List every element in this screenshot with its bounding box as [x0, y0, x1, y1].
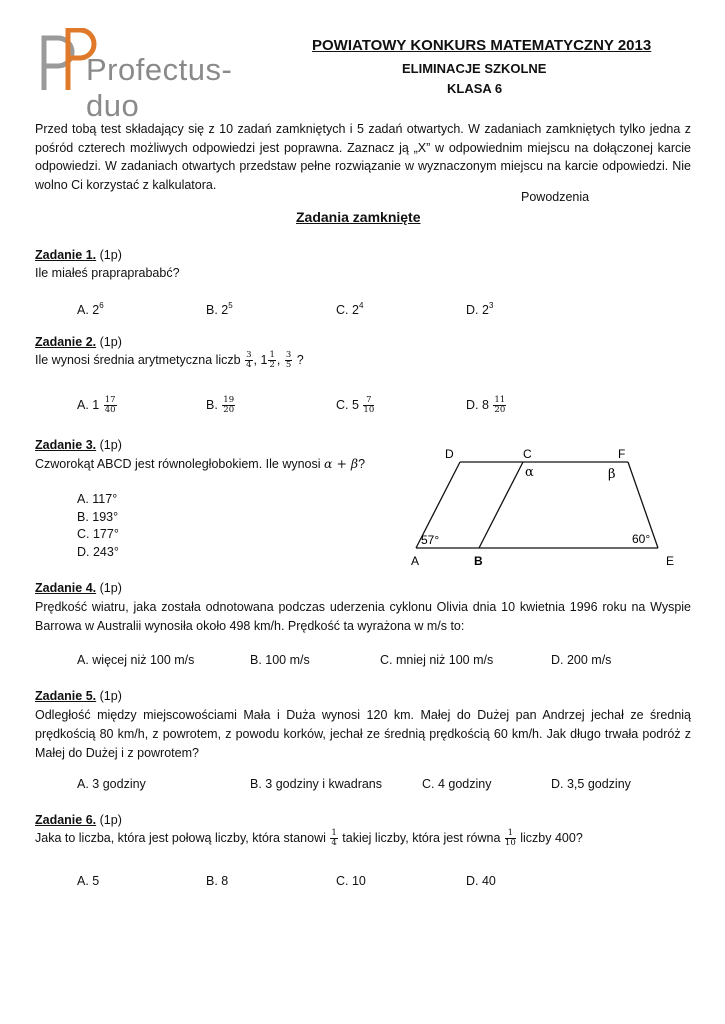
task6-question: Jaka to liczba, która jest połową liczby, która stanowi $\frac{1}{4}$ takiej liczby, która jest równa $\frac{1}{10}$ liczby 400? — [35, 828, 583, 848]
task2-option-b[interactable]: B. $\frac{19}{20}$ — [206, 395, 235, 415]
task5-points: (1p) — [99, 689, 122, 703]
task6-option-a[interactable]: A. 5 — [77, 874, 100, 888]
task3-label: Zadanie 3. — [35, 438, 97, 452]
task2-points: (1p) — [99, 335, 122, 349]
parallelogram-figure — [404, 443, 689, 573]
task4-question: Prędkość wiatru, jaka została odnotowana podczas uderzenia cyklonu Olivia dnia 10 kwietnia 1996 roku na Wyspie Barrowa w Australii wynosiła około 498 km/h. Prędkość ta wyrażona w m/s to: — [35, 600, 691, 633]
task5-question: Odległość między miejscowościami Mała i Duża wynosi 120 km. Małej do Dużej pan Andrzej jechał ze średnią prędkością 80 km/h, z powrotem, z powodu korków, jechał ze średnią prędkością 60 km/h. Jak długo trwała podróż z Małej do Dużej i z powrotem? — [35, 708, 691, 760]
page-title: POWIATOWY KONKURS MATEMATYCZNY 2013 — [312, 37, 652, 54]
label-angle-57: 57° — [421, 533, 440, 547]
task1-title — [35, 248, 122, 262]
task4-option-b[interactable]: B. 100 m/s — [250, 653, 310, 667]
label-d: D — [445, 447, 454, 461]
task5-option-a[interactable]: A. 3 godziny — [77, 777, 146, 791]
label-b: B — [474, 554, 483, 568]
logo — [38, 28, 268, 123]
task2-option-d[interactable]: D. 8 $\frac{11}{20}$ — [466, 395, 506, 415]
task1-option-c[interactable]: C. $2^4$ — [336, 301, 364, 317]
task1-question: Ile miałeś prapraprababć? — [35, 266, 180, 280]
task6-option-d[interactable]: D. 40 — [466, 874, 496, 888]
task3-title — [35, 438, 122, 452]
task2-fraction-1: $\frac{3}{4}$ — [246, 350, 252, 370]
intro-text: Przed tobą test składający się z 10 zadań zamkniętych i 5 zadań otwartych. W zadaniach zamkniętych tylko jedna z pośród czterech możliwych odpowiedzi jest poprawna. Zaznacz ją „X” w odpowiednim miejscu na dołączonej karcie odpowiedzi. W zadaniach otwartych przedstaw pełne rozwiązanie w wyznaczonym miejscu na karcie odpowiedzi. Nie wolno Ci korzystać z kalkulatora. — [35, 122, 691, 192]
task5-label: Zadanie 5. — [35, 689, 97, 703]
task3-option-c[interactable]: C. 177° — [77, 527, 119, 541]
task6-title — [35, 813, 122, 827]
task6-option-c[interactable]: C. 10 — [336, 874, 366, 888]
label-angle-60: 60° — [632, 532, 651, 546]
task4-points: (1p) — [99, 581, 122, 595]
page-subtitle: ELIMINACJE SZKOLNE — [402, 61, 547, 76]
logo-text: Profectus-duo — [86, 52, 233, 123]
label-beta: β — [608, 467, 616, 482]
task3-option-d[interactable]: D. 243° — [77, 545, 119, 559]
label-f: F — [618, 447, 626, 461]
task6-label: Zadanie 6. — [35, 813, 97, 827]
task6-option-b[interactable]: B. 8 — [206, 874, 229, 888]
task3-points: (1p) — [99, 438, 122, 452]
task1-points: (1p) — [99, 248, 122, 262]
task5-option-d[interactable]: D. 3,5 godziny — [551, 777, 631, 791]
task4-label: Zadanie 4. — [35, 581, 97, 595]
task4-option-c[interactable]: C. mniej niż 100 m/s — [380, 653, 494, 667]
task2-option-c[interactable]: C. 5 $\frac{7}{10}$ — [336, 395, 375, 415]
label-a: A — [411, 554, 420, 568]
task1-label: Zadanie 1. — [35, 248, 97, 262]
class-label: KLASA 6 — [447, 81, 503, 96]
good-luck: Powodzenia — [521, 190, 590, 204]
task1-option-d[interactable]: D. $2^3$ — [466, 301, 494, 317]
label-c: C — [523, 447, 532, 461]
task5-title — [35, 689, 122, 703]
task3-question: Czworokąt ABCD jest równoległobokiem. Ile wynosi α + β? — [35, 456, 366, 471]
task4-option-a[interactable]: A. więcej niż 100 m/s — [77, 653, 195, 667]
section-title: Zadania zamknięte — [296, 209, 421, 225]
task3-option-a[interactable]: A. 117° — [77, 492, 118, 506]
task5-option-c[interactable]: C. 4 godziny — [422, 777, 492, 791]
task2-label: Zadanie 2. — [35, 335, 97, 349]
task1-option-a[interactable]: A. $2^6$ — [77, 301, 104, 317]
task4-title — [35, 581, 122, 595]
task3-option-b[interactable]: B. 193° — [77, 510, 119, 524]
task2-title — [35, 335, 122, 349]
edge-cb — [479, 462, 523, 548]
label-alpha: α — [525, 465, 534, 480]
task2-question: Ile wynosi średnia arytmetyczna liczb $\frac{3}{4}$ , 1 $\frac{1}{2}$ , $\frac{3}{5}$ ? — [35, 350, 304, 370]
task2-option-a[interactable]: A. 1 $\frac{17}{40}$ — [77, 395, 116, 415]
task2-fraction-2: $\frac{1}{2}$ — [269, 350, 275, 370]
task5-option-b[interactable]: B. 3 godziny i kwadrans — [250, 777, 383, 791]
task6-points: (1p) — [99, 813, 122, 827]
label-e: E — [666, 554, 675, 568]
task6-fraction-1: $\frac{1}{4}$ — [331, 828, 337, 848]
task1-option-b[interactable]: B. $2^5$ — [206, 301, 233, 317]
task4-option-d[interactable]: D. 200 m/s — [551, 653, 612, 667]
task6-fraction-2: $\frac{1}{10}$ — [504, 828, 516, 848]
task2-fraction-3: $\frac{3}{5}$ — [285, 350, 292, 370]
